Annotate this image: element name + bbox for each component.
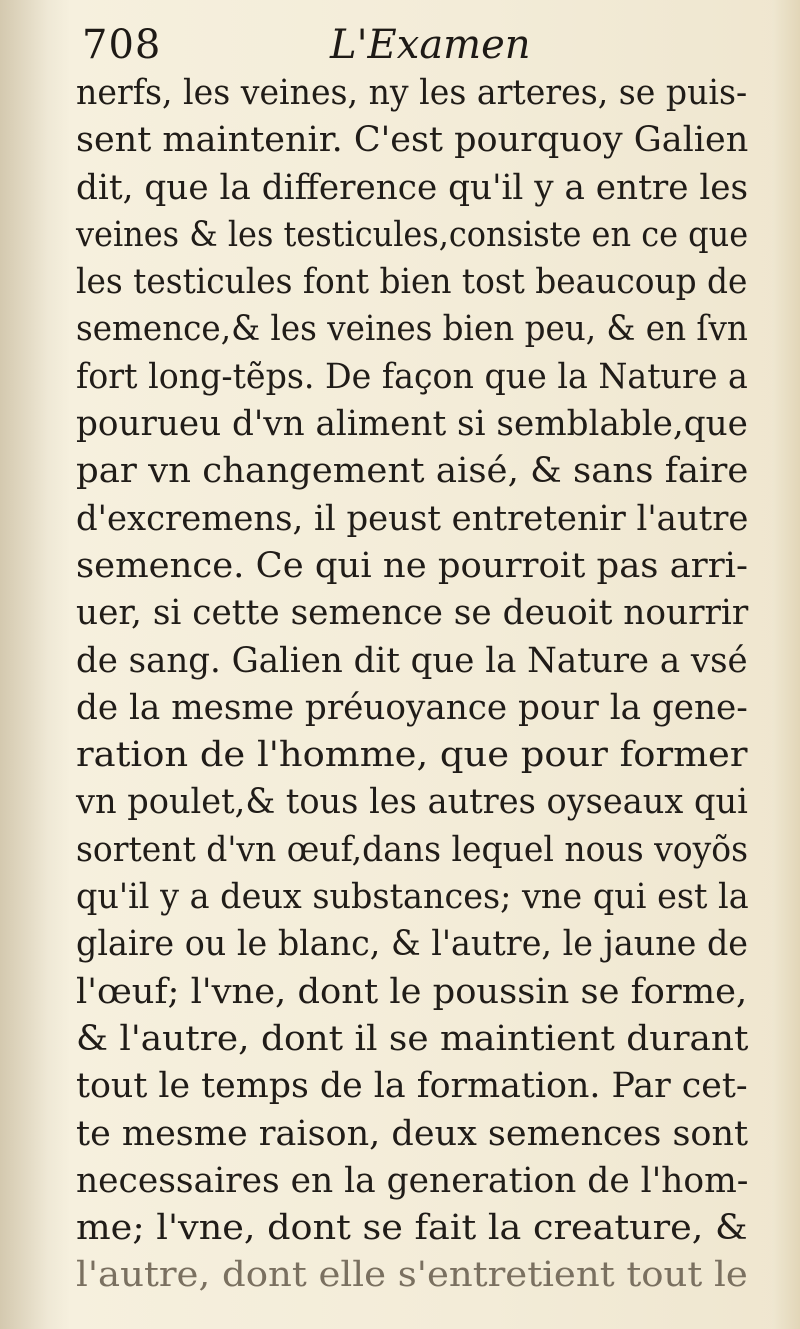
text-line: sent maintenir. C'est pourquoy Galien xyxy=(76,120,749,161)
text-line: l'autre, dont elle s'entretient tout le xyxy=(76,1255,748,1296)
text-line: tout le temps de la formation. Par cet- xyxy=(76,1066,748,1107)
text-line: veines & les testicules,consiste en ce que xyxy=(76,214,749,255)
text-line: sortent d'vn œuf,dans lequel nous voyõs xyxy=(76,829,749,870)
running-title: L'Examen xyxy=(330,22,531,68)
text-line: les testicules font bien tost beaucoup de xyxy=(76,262,748,303)
text-line: qu'il y a deux substances; vne qui est la xyxy=(76,877,749,918)
page-edge xyxy=(772,0,800,1329)
text-line: uer, si cette semence se deuoit nourrir xyxy=(76,593,749,634)
text-line: semence,& les veines bien peu, & en ſvn xyxy=(76,309,748,350)
text-line: me; l'vne, dont se fait la creature, & xyxy=(76,1208,748,1249)
text-line: l'œuf; l'vne, dont le poussin se forme, xyxy=(76,971,748,1012)
body-text xyxy=(76,70,756,1300)
text-line: pourueu d'vn aliment si semblable,que xyxy=(76,404,748,445)
text-line: semence. Ce qui ne pourroit pas arri- xyxy=(76,545,748,586)
text-line: ration de l'homme, que pour former xyxy=(76,735,748,776)
text-line: de la mesme préuoyance pour la gene- xyxy=(76,687,748,728)
text-line: & l'autre, dont il se maintient durant xyxy=(76,1018,749,1059)
text-line: d'excremens, il peust entretenir l'autre xyxy=(76,498,749,539)
page-number: 708 xyxy=(82,22,162,68)
gutter-shadow xyxy=(0,0,70,1329)
text-line: necessaires en la generation de l'hom- xyxy=(76,1160,749,1201)
text-line: de sang. Galien dit que la Nature a vsé xyxy=(76,640,748,681)
text-line: dit, que la difference qu'il y a entre les xyxy=(76,167,749,208)
text-line: te mesme raison, deux semences sont xyxy=(76,1113,749,1154)
text-line: par vn changement aisé, & sans faire xyxy=(76,451,749,492)
text-line: fort long-tẽps. De façon que la Nature a xyxy=(76,356,748,397)
text-line: vn poulet,& tous les autres oyseaux qui xyxy=(76,782,748,823)
text-line: glaire ou le blanc, & l'autre, le jaune de xyxy=(76,924,749,965)
text-line: nerfs, les veines, ny les arteres, se puis- xyxy=(76,73,748,113)
